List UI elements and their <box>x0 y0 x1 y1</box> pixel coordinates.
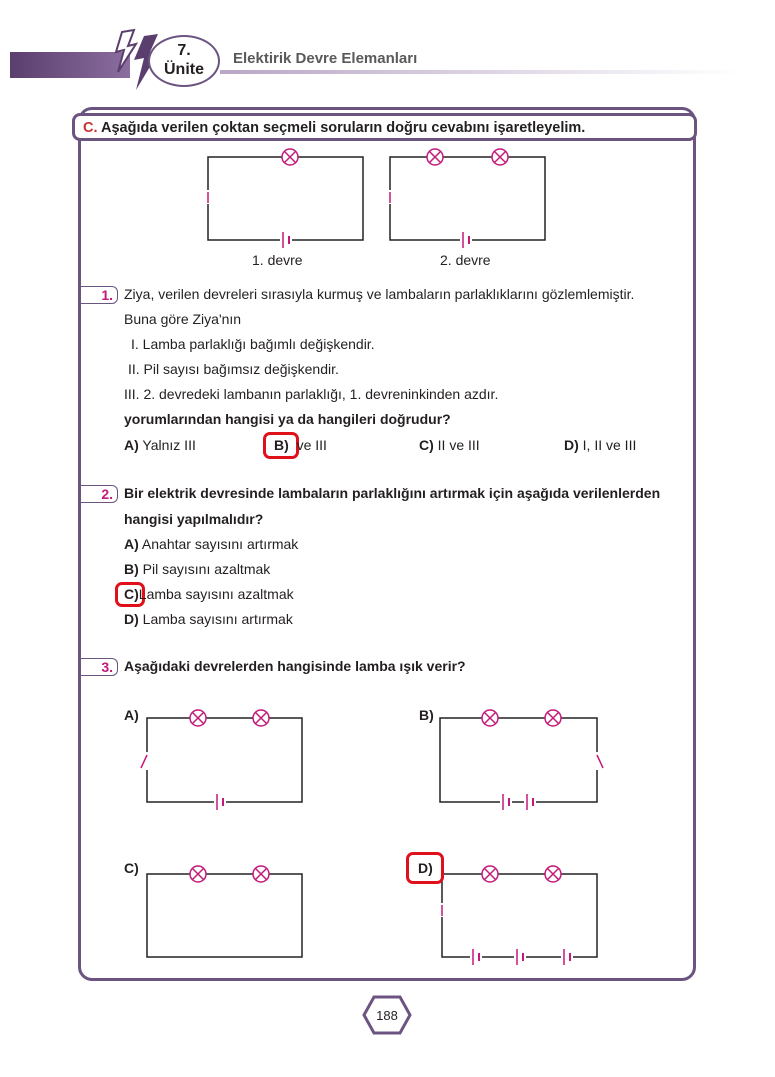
option-text: I, II ve III <box>582 437 637 453</box>
option-letter: B) <box>124 561 139 577</box>
circuit2-label: 2. devre <box>440 252 491 268</box>
option-letter: D) <box>564 437 579 453</box>
option-letter: C) <box>124 586 139 602</box>
q3-option-d[interactable]: D) <box>418 860 433 876</box>
circuit1-label: 1. devre <box>252 252 303 268</box>
q3-question: Aşağıdaki devrelerden hangisinde lamba ışık verir? <box>124 658 466 674</box>
q1-statement: I. Lamba parlaklığı bağımlı değişkendir. <box>131 336 375 352</box>
section-letter: C. <box>83 120 98 136</box>
question-3-number: 3. <box>80 658 118 676</box>
q1-statement: II. Pil sayısı bağımsız değişkendir. <box>128 361 339 377</box>
option-text: Anahtar sayısını artırmak <box>141 536 299 552</box>
option-letter: D) <box>124 611 139 627</box>
q2-option-a[interactable] <box>124 536 298 552</box>
q1-question: yorumlarından hangisi ya da hangileri doğrudur? <box>124 411 451 427</box>
option-text: Yalnız III <box>142 437 196 453</box>
q2-option-d[interactable] <box>124 611 293 627</box>
option-letter: C) <box>419 437 434 453</box>
q3-option-c[interactable]: C) <box>124 860 139 876</box>
option-text: Lamba sayısını artırmak <box>142 611 293 627</box>
q1-option-a[interactable] <box>124 437 196 453</box>
q2-option-b[interactable] <box>124 561 270 577</box>
option-letter: A) <box>124 536 139 552</box>
q2-question-line1: Bir elektrik devresinde lambaların parlaklığını artırmak için aşağıda verilenlerden <box>124 485 661 501</box>
option-text: II ve III <box>437 437 480 453</box>
q1-stem: Ziya, verilen devreleri sırasıyla kurmuş ve lambaların parlaklıklarını gözlemlemiştir. <box>124 286 635 302</box>
question-2-number: 2. <box>80 485 118 503</box>
q1-option-c[interactable] <box>419 437 480 453</box>
unit-label: Ünite <box>164 61 204 78</box>
option-text: Lamba sayısını azaltmak <box>138 586 294 602</box>
q3-option-b[interactable]: B) <box>419 707 434 723</box>
option-text: ve III <box>296 437 327 453</box>
q1-lead: Buna göre Ziya'nın <box>124 311 242 327</box>
section-instruction: Aşağıda verilen çoktan seçmeli soruların doğru cevabını işaretleyelim. <box>101 120 586 136</box>
q1-statement: III. 2. devredeki lambanın parlaklığı, 1. devreninkinden azdır. <box>124 386 499 402</box>
question-1-number: 1. <box>80 286 118 304</box>
option-text: Pil sayısını azaltmak <box>142 561 271 577</box>
q2-question-line2: hangisi yapılmalıdır? <box>124 511 264 527</box>
option-letter: B) <box>274 437 289 453</box>
q1-option-d[interactable] <box>564 437 636 453</box>
unit-number: 7. <box>177 42 191 59</box>
chapter-title: Elektirik Devre Elemanları <box>233 50 418 67</box>
option-letter: A) <box>124 437 139 453</box>
page-number: 188 <box>376 1008 398 1023</box>
q1-option-b[interactable] <box>274 437 327 453</box>
q2-option-c[interactable] <box>124 586 294 602</box>
q3-option-a[interactable]: A) <box>124 707 139 723</box>
